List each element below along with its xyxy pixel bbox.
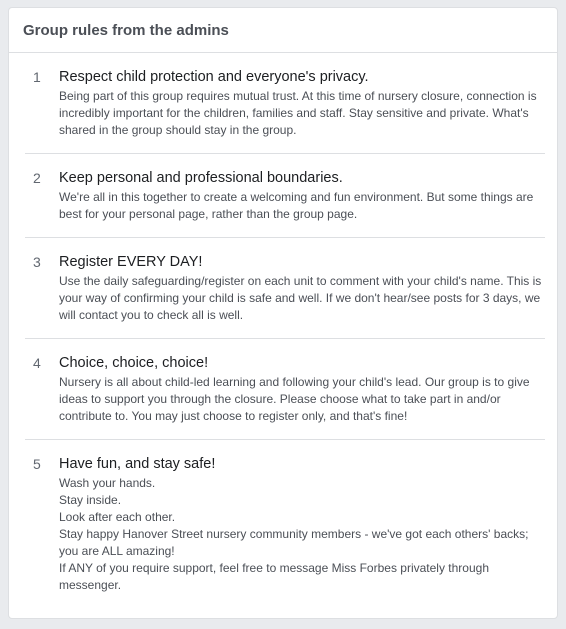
- rule-item: [25, 53, 545, 154]
- rule-content: [59, 169, 545, 223]
- group-rules-card: [8, 7, 558, 619]
- rule-description: Use the daily safeguarding/register on each unit to comment with your child's name. This is your way of confirming your child is safe and well. If we don't hear/see posts for 3 days, we will contact you to check all is well.: [59, 274, 542, 322]
- rule-content: [59, 253, 545, 324]
- card-title: Group rules from the admins: [9, 8, 557, 53]
- rules-list: [9, 53, 557, 608]
- rule-number: 4: [33, 355, 41, 371]
- rule-content: [59, 68, 545, 139]
- rule-content: [59, 455, 545, 594]
- rule-title: Have fun, and stay safe!: [59, 456, 216, 472]
- rule-number: 5: [33, 456, 41, 472]
- rule-title: Register EVERY DAY!: [59, 254, 203, 270]
- rule-title: Choice, choice, choice!: [59, 355, 209, 371]
- rule-title: Keep personal and professional boundaries.: [59, 170, 343, 186]
- rule-title: Respect child protection and everyone's privacy.: [59, 69, 369, 85]
- rule-description: We're all in this together to create a welcoming and fun environment. But some things are best for your personal page, rather than the group page.: [59, 190, 534, 221]
- rule-number: 3: [33, 254, 41, 270]
- rule-item: [25, 440, 545, 608]
- rule-item: [25, 154, 545, 238]
- rule-item: [25, 339, 545, 440]
- rule-content: [59, 354, 545, 425]
- rule-number: 2: [33, 170, 41, 186]
- rule-description: Wash your hands. Stay inside. Look after each other. Stay happy Hanover Street nursery community members - we've got each others' backs; you are ALL amazing! If ANY of you require support, feel free to message Miss Forbes privately through messenger.: [59, 476, 529, 592]
- rule-item: [25, 238, 545, 339]
- rule-number: 1: [33, 69, 41, 85]
- rule-description: Nursery is all about child-led learning and following your child's lead. Our group is to give ideas to support you through the closure. Please choose what to take part in and/or contribute to. You may just choose to register only, and that's fine!: [59, 375, 530, 423]
- rule-description: Being part of this group requires mutual trust. At this time of nursery closure, connection is incredibly important for the children, families and staff. Stay sensitive and private. What's shared in the group should stay in the group.: [59, 89, 537, 137]
